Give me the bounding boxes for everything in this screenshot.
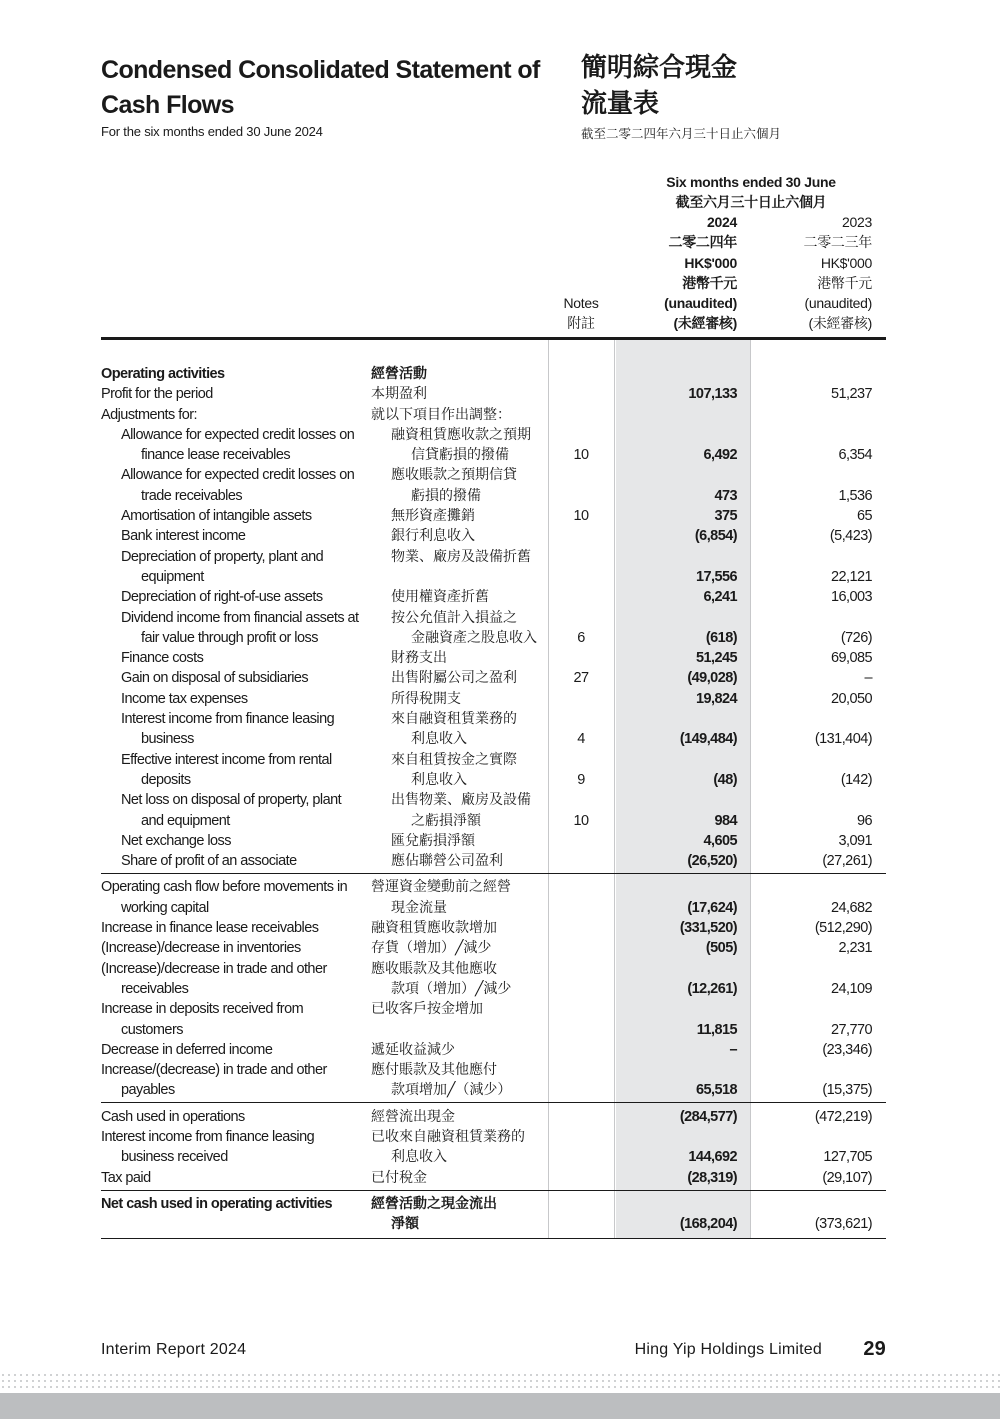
row-value-2024: (149,484) xyxy=(679,731,737,748)
table-row xyxy=(101,898,886,918)
row-label-en: trade receivables xyxy=(141,487,243,504)
row-label-en: Adjustments for: xyxy=(101,406,197,423)
subtitle-zh: 截至二零二四年六月三十日止六個月 xyxy=(581,126,782,141)
table-row xyxy=(101,384,886,404)
row-label-zh: 來自融資租賃業務的 xyxy=(391,711,517,728)
row-note: 10 xyxy=(573,508,589,525)
row-label-zh: 經營活動 xyxy=(371,366,427,382)
row-value-2024: 17,556 xyxy=(695,568,737,585)
title-en-line2: Cash Flows xyxy=(101,91,234,119)
prior-year-header xyxy=(750,212,872,334)
row-value-2023: (23,346) xyxy=(822,1041,872,1058)
row-value-2024: 4,605 xyxy=(703,832,737,849)
row-label-en: Decrease in deferred income xyxy=(101,1041,273,1058)
row-label-zh: 信貸虧損的撥備 xyxy=(411,447,509,464)
notes-header-en: Notes xyxy=(563,295,599,311)
current-status-zh: (未經審核) xyxy=(673,315,737,332)
row-label-en: receivables xyxy=(121,980,189,997)
row-label-zh: 融資租賃應收款之預期 xyxy=(391,426,531,443)
row-label-en: business received xyxy=(121,1149,228,1166)
row-label-en: (Increase)/decrease in inventories xyxy=(101,940,301,957)
page-title-en xyxy=(101,53,561,123)
row-label-en: Profit for the period xyxy=(101,386,213,403)
row-value-2023: 69,085 xyxy=(830,650,872,667)
row-label-zh: 款項增加╱（減少） xyxy=(391,1082,512,1099)
table-row xyxy=(101,506,886,526)
table-row xyxy=(101,1040,886,1060)
table-row xyxy=(101,999,886,1019)
prior-status-zh: (未經審核) xyxy=(808,315,872,332)
row-label-zh: 已付稅金 xyxy=(371,1169,427,1186)
row-value-2023: 24,682 xyxy=(830,899,872,916)
row-label-en: Net cash used in operating activities xyxy=(101,1195,333,1212)
row-label-en: finance lease receivables xyxy=(141,447,291,464)
row-label-zh: 本期盈利 xyxy=(371,386,427,403)
row-label-zh: 現金流量 xyxy=(391,899,447,916)
table-row xyxy=(101,1107,886,1127)
row-value-2023: 16,003 xyxy=(830,589,872,606)
table-row xyxy=(101,628,886,648)
row-label-zh: 利息收入 xyxy=(411,771,467,788)
row-value-2023: (29,107) xyxy=(822,1169,872,1186)
row-label-zh: 虧損的撥備 xyxy=(411,487,481,504)
row-value-2023: (512,290) xyxy=(814,920,872,937)
row-value-2023: 6,354 xyxy=(838,447,872,464)
row-label-zh: 營運資金變動前之經營 xyxy=(371,879,511,896)
row-value-2024: 6,241 xyxy=(703,589,737,606)
row-label-zh: 就以下項目作出調整： xyxy=(371,406,511,423)
row-value-2023: (142) xyxy=(840,771,872,788)
row-value-2024: 65,518 xyxy=(695,1082,737,1099)
row-label-en: Amortisation of intangible assets xyxy=(121,508,312,525)
row-value-2023: 3,091 xyxy=(838,832,872,849)
page-number: 29 xyxy=(863,1338,886,1360)
row-label-en: customers xyxy=(121,1021,183,1038)
row-label-zh: 融資租賃應收款增加 xyxy=(371,920,497,937)
subtotal-rule xyxy=(101,1102,886,1103)
row-value-2023: 22,121 xyxy=(830,568,872,585)
row-label-zh: 出售附屬公司之盈利 xyxy=(391,670,517,687)
table-row xyxy=(101,918,886,938)
row-label-en: and equipment xyxy=(141,812,230,829)
cash-flow-table xyxy=(101,364,886,1234)
row-label-en: business xyxy=(141,731,194,748)
table-row xyxy=(101,1194,886,1214)
row-label-en: Allowance for expected credit losses on xyxy=(121,467,355,484)
row-label-zh: 應收賬款之預期信貸 xyxy=(391,467,517,484)
row-note: 4 xyxy=(577,731,585,748)
row-value-2024: (17,624) xyxy=(687,899,737,916)
row-label-en: Finance costs xyxy=(121,650,204,667)
row-label-en: Operating activities xyxy=(101,366,225,382)
notes-header xyxy=(548,293,614,333)
row-label-zh: 財務支出 xyxy=(391,650,447,667)
table-row xyxy=(101,364,886,384)
row-value-2023: 24,109 xyxy=(830,980,872,997)
row-value-2023: (131,404) xyxy=(814,731,872,748)
header-rule xyxy=(101,337,886,340)
subtotal-rule xyxy=(101,1190,886,1191)
row-label-zh: 無形資產攤銷 xyxy=(391,508,475,525)
row-note: 27 xyxy=(573,670,589,687)
table-row xyxy=(101,938,886,958)
row-value-2024: – xyxy=(729,1041,737,1058)
current-year-header xyxy=(616,212,737,334)
row-value-2024: (28,319) xyxy=(687,1169,737,1186)
row-label-zh: 銀行利息收入 xyxy=(391,528,475,545)
row-label-zh: 利息收入 xyxy=(411,731,467,748)
row-value-2023: 1,536 xyxy=(838,487,872,504)
prior-year: 2023 xyxy=(842,214,872,230)
row-note: 6 xyxy=(577,629,585,646)
table-row xyxy=(101,668,886,688)
row-value-2024: (48) xyxy=(713,771,737,788)
row-note: 10 xyxy=(573,447,589,464)
row-note: 9 xyxy=(577,771,585,788)
row-value-2023: (27,261) xyxy=(822,853,872,870)
row-label-en: Gain on disposal of subsidiaries xyxy=(121,670,309,687)
row-value-2024: 473 xyxy=(714,487,737,504)
row-label-en: Operating cash flow before movements in xyxy=(101,879,348,896)
table-row xyxy=(101,689,886,709)
row-value-2024: (26,520) xyxy=(687,853,737,870)
row-label-zh: 遞延收益減少 xyxy=(371,1041,455,1058)
row-label-en: fair value through profit or loss xyxy=(141,629,318,646)
row-value-2023: (15,375) xyxy=(822,1082,872,1099)
row-label-en: Net exchange loss xyxy=(121,832,231,849)
row-label-zh: 淨額 xyxy=(391,1216,419,1233)
row-label-zh: 匯兌虧損淨額 xyxy=(391,832,475,849)
table-row xyxy=(101,729,886,749)
row-label-zh: 應佔聯營公司盈利 xyxy=(391,853,503,870)
row-value-2024: (12,261) xyxy=(687,980,737,997)
table-row xyxy=(101,465,886,485)
prior-year-zh: 二零二三年 xyxy=(803,234,872,251)
row-label-zh: 存貨（增加）╱減少 xyxy=(371,940,492,957)
table-row xyxy=(101,979,886,999)
current-year: 2024 xyxy=(707,214,737,230)
row-label-en: Increase in deposits received from xyxy=(101,1001,304,1018)
total-rule xyxy=(101,1238,886,1239)
dotted-footer-pattern xyxy=(0,1372,1000,1392)
row-label-en: Tax paid xyxy=(101,1169,151,1186)
table-row xyxy=(101,425,886,445)
row-label-en: Cash used in operations xyxy=(101,1108,245,1125)
table-row xyxy=(101,648,886,668)
row-label-en: Net loss on disposal of property, plant xyxy=(121,792,342,809)
row-note: 10 xyxy=(573,812,589,829)
row-value-2024: (284,577) xyxy=(679,1108,737,1125)
period-heading-zh: 截至六月三十日止六個月 xyxy=(675,194,827,210)
subtitle-en: For the six months ended 30 June 2024 xyxy=(101,124,323,139)
row-value-2024: 144,692 xyxy=(688,1149,737,1166)
row-label-en: Effective interest income from rental xyxy=(121,751,332,768)
row-value-2024: (505) xyxy=(705,940,737,957)
current-year-zh: 二零二四年 xyxy=(668,234,737,251)
footer-report-name: Interim Report 2024 xyxy=(101,1341,247,1358)
title-en-line1: Condensed Consolidated Statement of xyxy=(101,56,540,84)
table-row xyxy=(101,1147,886,1167)
table-row xyxy=(101,709,886,729)
period-heading xyxy=(616,172,886,212)
row-value-2024: 19,824 xyxy=(695,690,737,707)
table-row xyxy=(101,831,886,851)
row-label-zh: 使用權資產折舊 xyxy=(391,589,489,606)
row-value-2024: 11,815 xyxy=(696,1021,737,1038)
row-label-zh: 應付賬款及其他應付 xyxy=(371,1062,497,1079)
row-value-2023: (472,219) xyxy=(814,1108,872,1125)
row-value-2024: 107,133 xyxy=(688,386,737,403)
row-value-2024: 375 xyxy=(714,508,737,525)
notes-header-zh: 附註 xyxy=(567,315,595,331)
row-value-2024: (331,520) xyxy=(679,920,737,937)
row-value-2024: (618) xyxy=(705,629,737,646)
row-label-zh: 已收來自融資租賃業務的 xyxy=(371,1128,525,1145)
title-zh-line1: 簡明綜合現金 xyxy=(581,53,738,83)
row-value-2024: 984 xyxy=(714,812,737,829)
table-row xyxy=(101,1080,886,1100)
row-value-2023: (373,621) xyxy=(814,1216,872,1233)
prior-unit-zh: 港幣千元 xyxy=(817,274,872,291)
row-label-en: Increase/(decrease) in trade and other xyxy=(101,1062,327,1079)
row-label-en: Allowance for expected credit losses on xyxy=(121,426,355,443)
row-label-en: Increase in finance lease receivables xyxy=(101,920,319,937)
row-label-en: Depreciation of property, plant and xyxy=(121,548,324,565)
table-row xyxy=(101,877,886,897)
table-row xyxy=(101,526,886,546)
row-label-zh: 經營流出現金 xyxy=(371,1108,455,1125)
row-value-2023: 96 xyxy=(856,812,872,829)
table-row xyxy=(101,1168,886,1188)
row-value-2023: (5,423) xyxy=(829,528,872,545)
subtotal-rule xyxy=(101,873,886,874)
row-value-2024: (49,028) xyxy=(687,670,737,687)
current-unit: HK$'000 xyxy=(684,254,737,271)
table-row xyxy=(101,851,886,871)
table-row xyxy=(101,608,886,628)
table-row xyxy=(101,811,886,831)
table-row xyxy=(101,1060,886,1080)
row-label-zh: 所得稅開支 xyxy=(391,690,461,707)
row-label-en: working capital xyxy=(121,899,209,916)
row-value-2024: (6,854) xyxy=(694,528,737,545)
row-value-2024: 6,492 xyxy=(703,447,737,464)
row-value-2023: 27,770 xyxy=(830,1021,872,1038)
row-label-en: Share of profit of an associate xyxy=(121,853,297,870)
row-label-en: deposits xyxy=(141,771,191,788)
table-row xyxy=(101,567,886,587)
row-label-zh: 金融資產之股息收入 xyxy=(411,629,537,646)
row-label-en: (Increase)/decrease in trade and other xyxy=(101,960,327,977)
row-label-zh: 款項（增加）╱減少 xyxy=(391,980,512,997)
row-label-en: payables xyxy=(121,1082,175,1099)
table-row xyxy=(101,587,886,607)
row-value-2023: 2,231 xyxy=(838,940,872,957)
row-value-2023: 65 xyxy=(856,508,872,525)
row-label-en: Income tax expenses xyxy=(121,690,248,707)
table-row xyxy=(101,405,886,425)
row-value-2023: 127,705 xyxy=(823,1149,872,1166)
row-label-en: Bank interest income xyxy=(121,528,246,545)
row-label-en: equipment xyxy=(141,568,204,585)
table-row xyxy=(101,770,886,790)
table-row xyxy=(101,790,886,810)
row-label-zh: 利息收入 xyxy=(391,1149,447,1166)
row-label-zh: 應收賬款及其他應收 xyxy=(371,960,497,977)
row-value-2024: 51,245 xyxy=(695,650,737,667)
table-row xyxy=(101,486,886,506)
table-row xyxy=(101,1214,886,1234)
row-label-zh: 已收客戶按金增加 xyxy=(371,1001,483,1018)
row-label-en: Interest income from finance leasing xyxy=(121,711,335,728)
row-label-zh: 來自租賃按金之實際 xyxy=(391,751,517,768)
row-label-en: Interest income from finance leasing xyxy=(101,1128,315,1145)
row-label-en: Dividend income from financial assets at xyxy=(121,609,359,626)
footer-company: Hing Yip Holdings Limited xyxy=(634,1341,822,1358)
row-value-2023: (726) xyxy=(840,629,872,646)
row-value-2023: 51,237 xyxy=(830,386,872,403)
row-label-zh: 經營活動之現金流出 xyxy=(371,1195,497,1212)
table-row xyxy=(101,959,886,979)
row-label-zh: 之虧損淨額 xyxy=(411,812,481,829)
row-label-zh: 按公允值計入損益之 xyxy=(391,609,517,626)
table-row xyxy=(101,750,886,770)
table-row xyxy=(101,547,886,567)
row-label-zh: 出售物業、廠房及設備 xyxy=(391,792,531,809)
table-row xyxy=(101,1020,886,1040)
row-label-en: Depreciation of right-of-use assets xyxy=(121,589,323,606)
page-title-zh xyxy=(581,50,841,122)
table-row xyxy=(101,1127,886,1147)
current-unit-zh: 港幣千元 xyxy=(682,274,737,291)
prior-status: (unaudited) xyxy=(804,295,872,312)
row-label-zh: 物業、廠房及設備折舊 xyxy=(391,548,531,565)
period-heading-en: Six months ended 30 June xyxy=(666,174,836,190)
title-zh-line2: 流量表 xyxy=(581,89,660,119)
row-value-2023: 20,050 xyxy=(830,690,872,707)
prior-unit: HK$'000 xyxy=(820,254,872,271)
row-value-2023: – xyxy=(864,670,872,687)
row-value-2024: (168,204) xyxy=(679,1216,737,1233)
footer-band xyxy=(0,1393,1000,1419)
table-row xyxy=(101,445,886,465)
current-status: (unaudited) xyxy=(664,295,737,312)
